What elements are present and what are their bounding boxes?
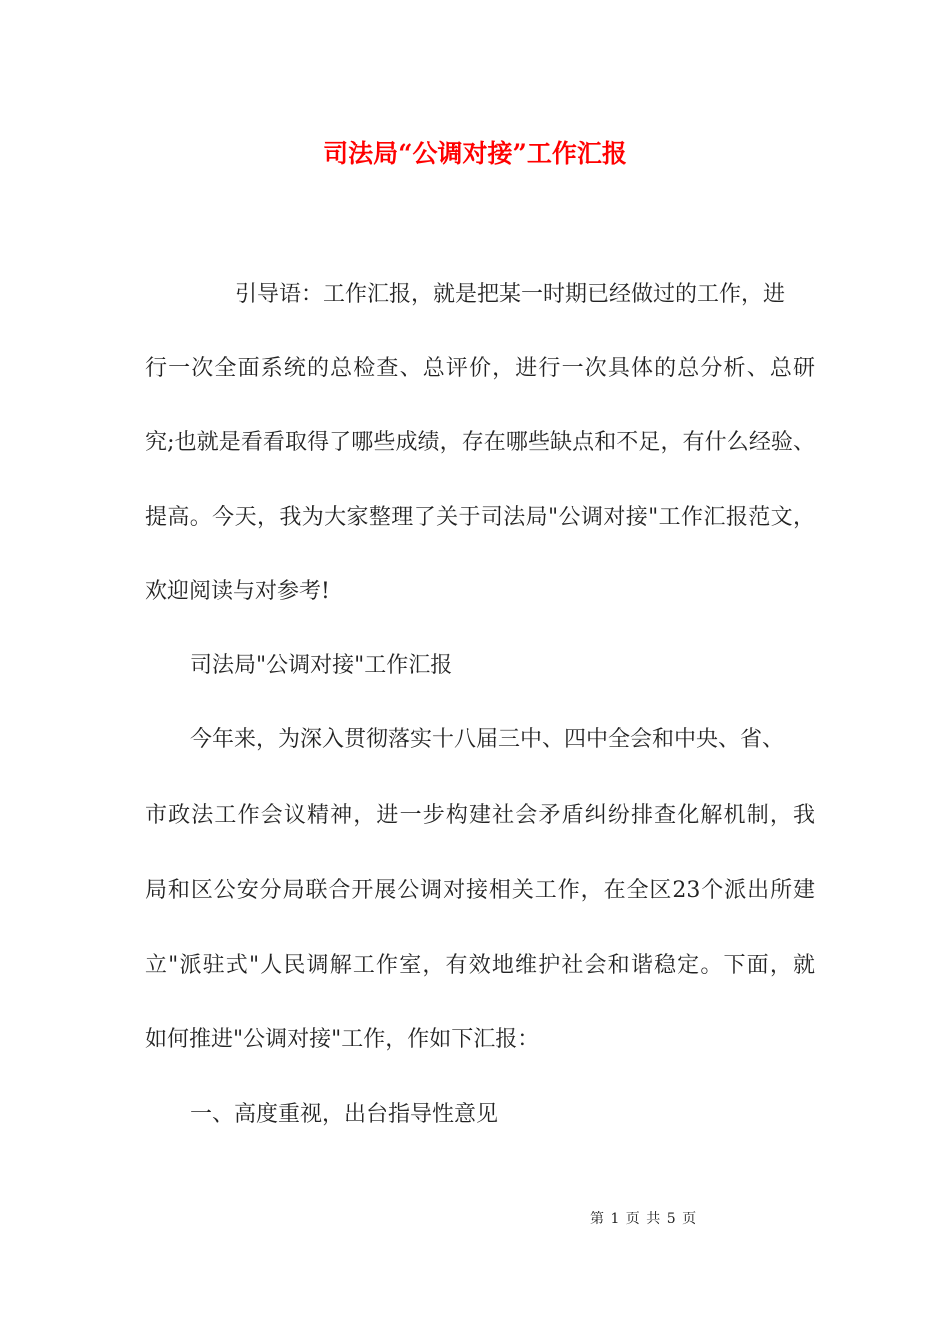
document-title: 司法局“公调对接”工作汇报 [323, 139, 627, 168]
page-number-footer: 第 1 页 共 5 页 [590, 1211, 698, 1227]
paragraph-line: 局和区公安分局联合开展公调对接相关工作，在全区23个派出所建 [145, 878, 815, 903]
paragraph-line: 提高。今天，我为大家整理了关于司法局"公调对接"工作汇报范文， [145, 505, 815, 530]
paragraph-line: 立"派驻式"人民调解工作室，有效地维护社会和谐稳定。下面，就 [145, 953, 815, 978]
paragraph-line: 究;也就是看看取得了哪些成绩，存在哪些缺点和不足，有什么经验、 [145, 430, 815, 455]
paragraph-line: 行一次全面系统的总检查、总评价，进行一次具体的总分析、总研 [145, 356, 815, 381]
paragraph-line: 如何推进"公调对接"工作，作如下汇报： [145, 1027, 540, 1052]
paragraph-line: 市政法工作会议精神，进一步构建社会矛盾纠纷排查化解机制，我 [145, 803, 815, 828]
section-subtitle: 司法局"公调对接"工作汇报 [190, 653, 453, 678]
paragraph-line: 引导语：工作汇报，就是把某一时期已经做过的工作，进 [235, 282, 786, 307]
section-heading: 一、高度重视，出台指导性意见 [190, 1102, 499, 1127]
paragraph-line: 今年来，为深入贯彻落实十八届三中、四中全会和中央、省、 [190, 727, 785, 752]
paragraph-line: 欢迎阅读与对参考! [145, 579, 330, 604]
